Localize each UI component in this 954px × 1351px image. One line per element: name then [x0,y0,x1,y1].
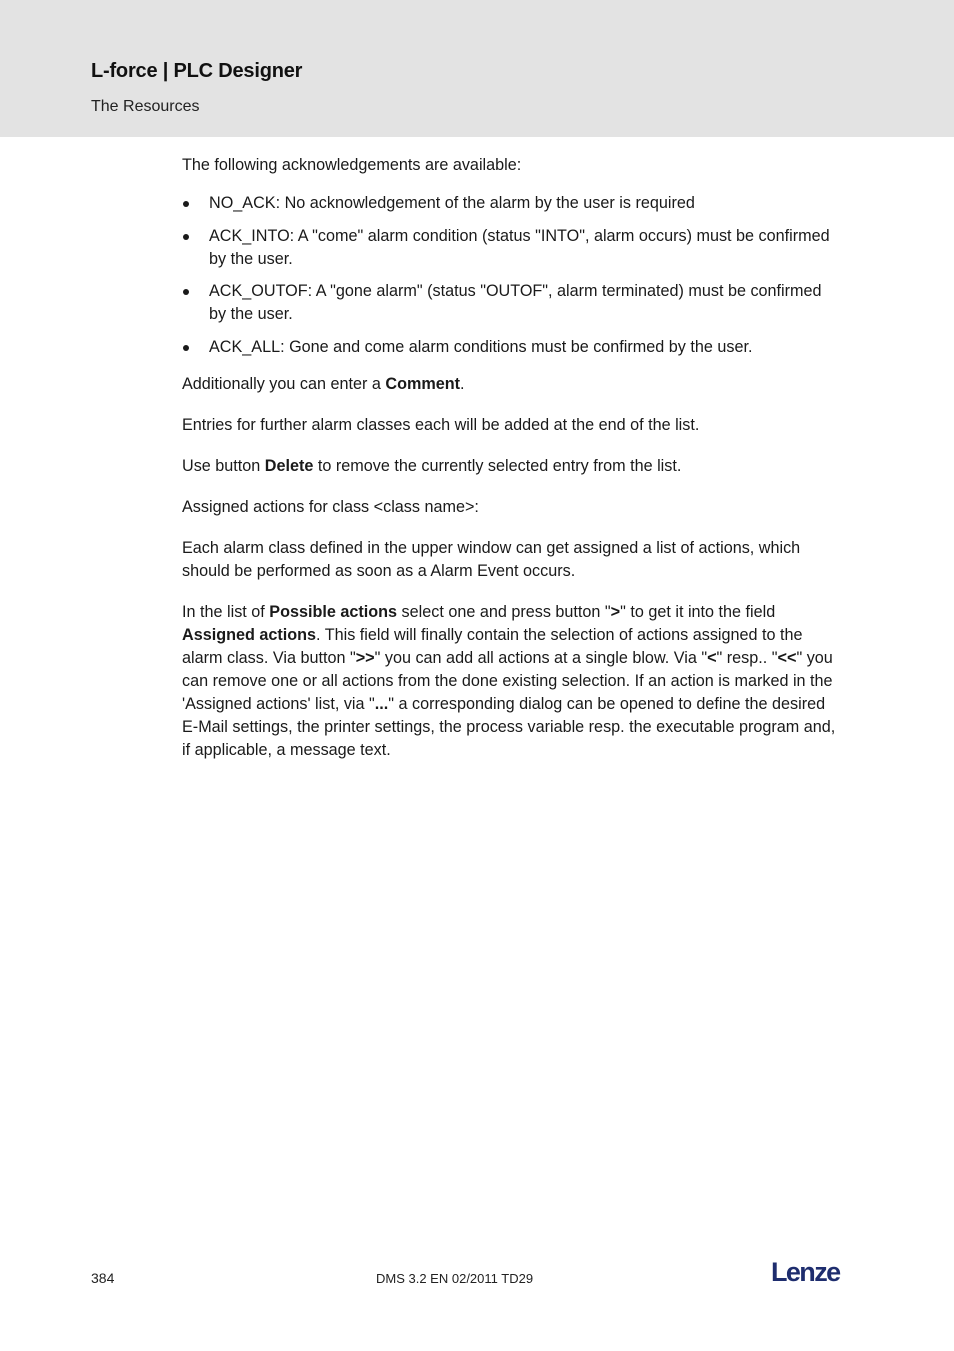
main-content [182,154,842,762]
delete-text-end: to remove the currently selected entry from the list. [313,457,682,475]
actions-text: " to get it into the field [620,603,776,621]
delete-keyword: Delete [264,457,314,475]
actions-text: In the list of [182,603,270,621]
actions-text: " resp.. " [716,649,778,667]
actions-text: " a corresponding dialog can be opened to define the desired E-Mail settings, the printer settings, the process variable resp. the executable program and, if applicable, a message text. [182,695,836,759]
document-id: DMS 3.2 EN 02/2011 TD29 [376,1271,534,1286]
comment-text: Additionally you can enter a [182,375,386,393]
delete-text: Use button [182,457,265,475]
comment-paragraph [182,373,842,396]
actions-text: select one and press button " [397,603,611,621]
each-paragraph: Each alarm class defined in the upper window can get assigned a list of actions, which should be performed as soon as a Alarm Event occurs. [182,539,801,580]
list-item-text: ACK_OUTOF: A "gone alarm" (status "OUTOF", alarm terminated) must be confirmed by the user. [209,282,822,323]
list-item [182,192,842,215]
intro-paragraph: The following acknowledgements are available: [182,156,522,174]
ellipsis-symbol: ... [374,695,389,713]
assigned-actions-keyword: Assigned actions [182,626,317,644]
page-header [0,0,954,137]
bullet-icon [183,345,189,351]
page-number: 384 [91,1270,115,1286]
bullet-icon [183,289,189,295]
comment-keyword: Comment [385,375,461,393]
remove-all-symbol: << [777,649,797,667]
actions-text: " you can add all actions at a single blow. Via " [374,649,708,667]
remove-one-symbol: < [707,649,717,667]
add-all-symbol: >> [355,649,375,667]
actions-text: . This field will finally contain the selection of actions assigned to the alarm class. Via button " [182,626,803,667]
list-item [182,225,842,271]
bullet-icon [183,201,189,207]
entries-paragraph: Entries for further alarm classes each will be added at the end of the list. [182,416,700,434]
comment-text-end: . [460,375,465,393]
list-item-text: ACK_ALL: Gone and come alarm conditions must be confirmed by the user. [209,338,753,356]
acknowledgement-list [182,192,842,359]
assigned-heading: Assigned actions for class <class name>: [182,498,479,516]
lenze-logo [770,1257,850,1287]
list-item-text: ACK_INTO: A "come" alarm condition (status "INTO", alarm occurs) must be confirmed by the user. [209,227,830,268]
list-item [182,280,842,326]
section-subtitle: The Resources [91,98,200,115]
actions-text: " you can remove one or all actions from the done existing selection. If an action is marked in the 'Assigned actions' list, via " [182,649,833,713]
document-title: L-force | PLC Designer [91,60,303,82]
logo-wordmark: Lenze [771,1257,840,1287]
add-one-symbol: > [610,603,621,621]
possible-actions-keyword: Possible actions [269,603,398,621]
actions-paragraph [182,601,842,762]
bullet-icon [183,234,189,240]
delete-paragraph [182,455,842,478]
list-item-text: NO_ACK: No acknowledgement of the alarm by the user is required [209,194,695,212]
list-item [182,336,842,359]
